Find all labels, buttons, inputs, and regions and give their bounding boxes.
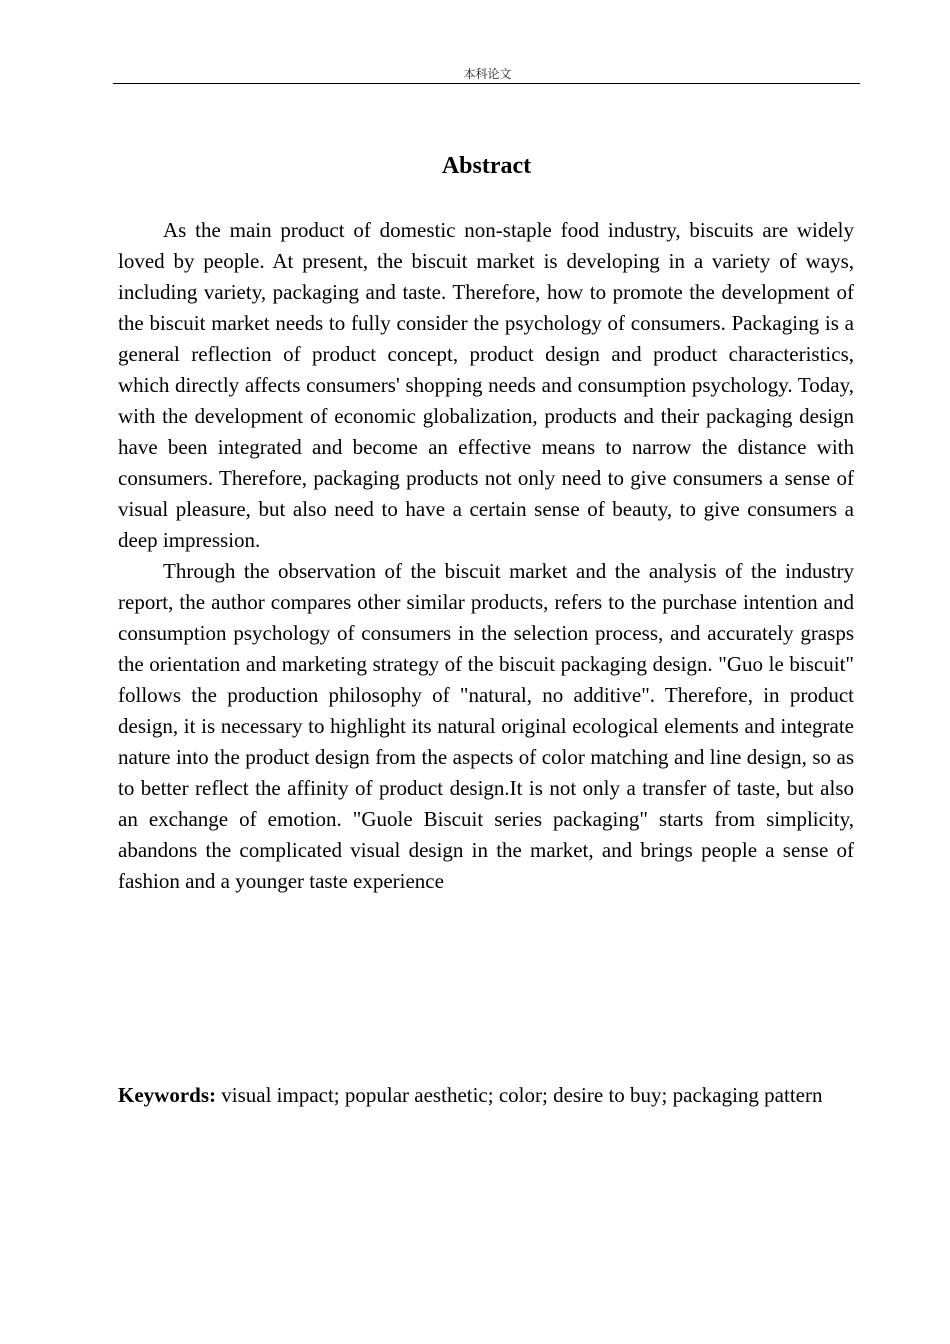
abstract-title: Abstract	[441, 153, 532, 179]
header-divider	[113, 83, 860, 84]
abstract-body	[118, 215, 854, 897]
keywords-line	[118, 1080, 854, 1111]
keywords-label: Keywords:	[118, 1083, 216, 1107]
abstract-paragraph-1: As the main product of domestic non-staple food industry, biscuits are widely loved by people. At present, the biscuit market is developing in a variety of ways, including variety, packaging and taste. Therefore, how to promote the development of the biscuit market needs to fully consider the psychology of consumers. Packaging is a general reflection of product concept, product design and product characteristics, which directly affects consumers' shopping needs and consumption psychology. Today, with the development of economic globalization, products and their packaging design have been integrated and become an effective means to narrow the distance with consumers. Therefore, packaging products not only need to give consumers a sense of visual pleasure, but also need to have a certain sense of beauty, to give consumers a deep impression.	[118, 218, 854, 552]
running-title: 本科论文	[463, 67, 512, 81]
abstract-paragraph-2: Through the observation of the biscuit market and the analysis of the industry report, the author compares other similar products, refers to the purchase intention and consumption psychology of consumers in the selection process, and accurately grasps the orientation and marketing strategy of the biscuit packaging design. "Guo le biscuit" follows the production philosophy of "natural, no additive". Therefore, in product design, it is necessary to highlight its natural original ecological elements and integrate nature into the product design from the aspects of color matching and line design, so as to better reflect the affinity of product design.It is not only a transfer of taste, but also an exchange of emotion. "Guole Biscuit series packaging" starts from simplicity, abandons the complicated visual design in the market, and brings people a sense of fashion and a younger taste experience	[118, 559, 854, 893]
keywords-text: visual impact; popular aesthetic; color; desire to buy; packaging pattern	[216, 1083, 823, 1107]
